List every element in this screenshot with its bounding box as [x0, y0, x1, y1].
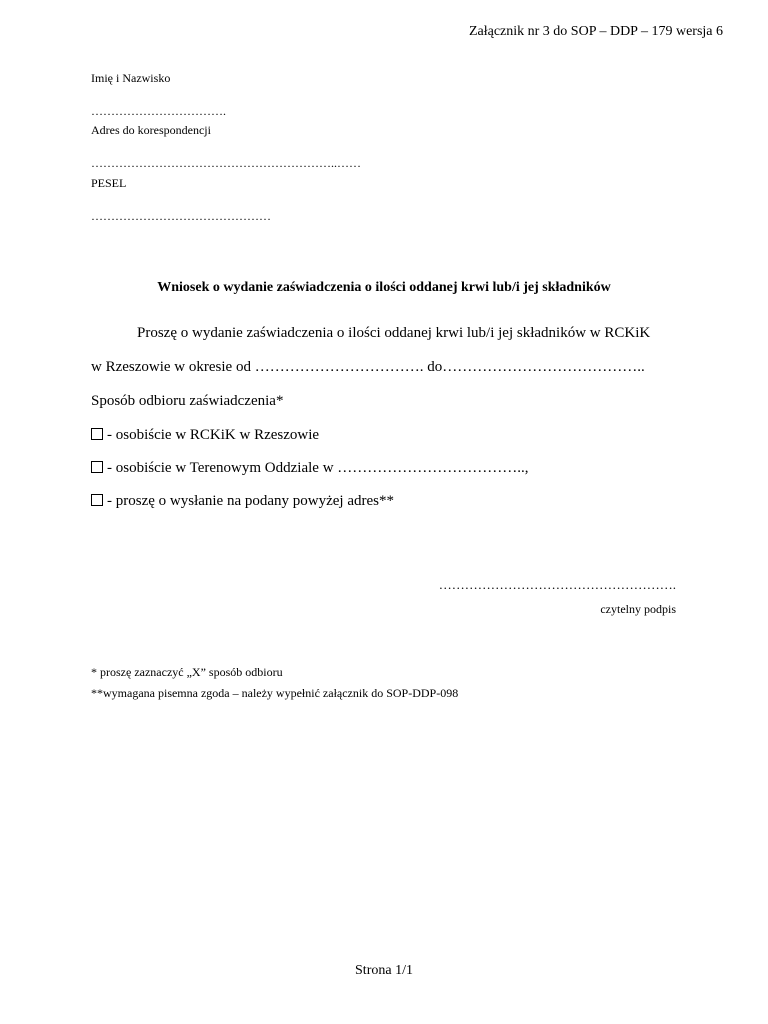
option-mail[interactable] — [91, 493, 394, 510]
name-field[interactable]: ……………………………. — [91, 104, 226, 118]
attachment-header: Załącznik nr 3 do SOP – DDP – 179 wersja 6 — [468, 24, 723, 39]
option-label: - osobiście w RCKiK w Rzeszowie — [107, 427, 320, 443]
request-text-line2[interactable]: w Rzeszowie w okresie od ……………………………. do………………………………….. — [91, 359, 645, 375]
signature-caption: czytelny podpis — [600, 602, 676, 616]
option-label: - osobiście w Terenowym Oddziale w ……………………………….., — [107, 460, 529, 476]
option-in-person-rckik[interactable] — [91, 427, 319, 444]
request-text-line1: Proszę o wydanie zaświadczenia o ilości oddanej krwi lub/i jej składników w RCKiK — [137, 325, 651, 341]
collection-method-label: Sposób odbioru zaświadczenia* — [91, 393, 284, 409]
pesel-label: PESEL — [91, 176, 127, 190]
page-number: Strona 1/1 — [355, 963, 413, 978]
pesel-field[interactable]: ……………………………………… — [91, 209, 271, 223]
checkbox-icon[interactable] — [91, 428, 103, 440]
name-label: Imię i Nazwisko — [91, 71, 171, 85]
checkbox-icon[interactable] — [91, 461, 103, 473]
signature-field[interactable]: ………………………………………………. — [438, 577, 676, 592]
address-field[interactable]: ……………………………………………………..…… — [91, 156, 361, 170]
footnote-2: **wymagana pisemna zgoda – należy wypełnić załącznik do SOP-DDP-098 — [91, 686, 459, 700]
address-label: Adres do korespondencji — [91, 123, 211, 137]
checkbox-icon[interactable] — [91, 494, 103, 506]
option-in-person-branch[interactable] — [91, 460, 529, 477]
option-label: - proszę o wysłanie na podany powyżej adres** — [107, 493, 394, 509]
footnote-1: * proszę zaznaczyć „X” sposób odbioru — [91, 665, 283, 679]
form-title: Wniosek o wydanie zaświadczenia o ilości oddanej krwi lub/i jej składników — [157, 280, 611, 295]
